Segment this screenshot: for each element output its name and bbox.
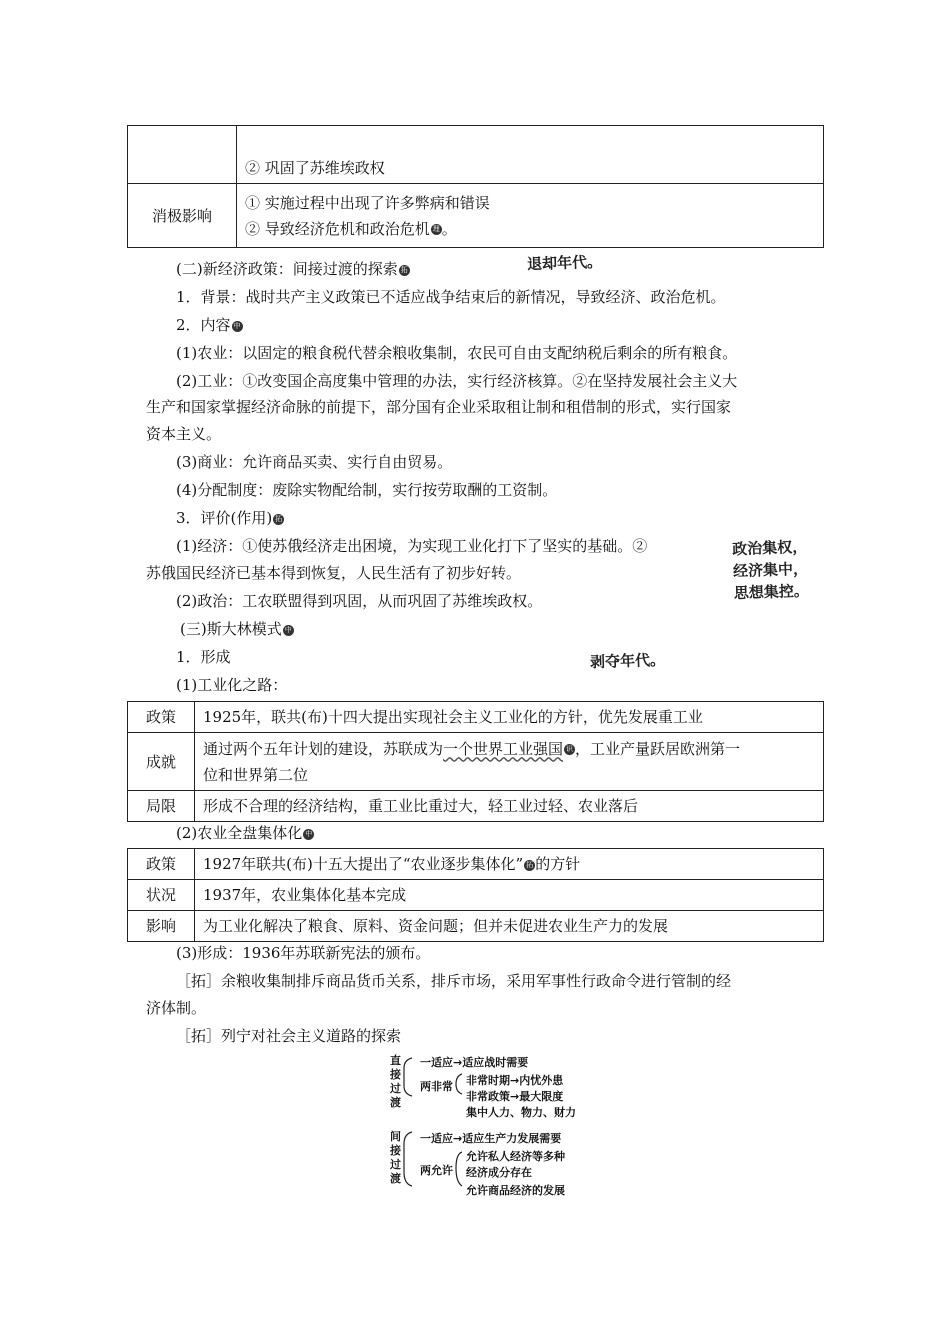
marker-badge: 识	[566, 745, 574, 753]
cell-text: 通过两个五年计划的建设，苏联成为	[203, 739, 444, 758]
char: 间	[390, 1130, 401, 1143]
section-heading	[180, 619, 294, 639]
diagram-node: 非常时期→内忧外患	[466, 1074, 564, 1087]
cell-text: 的方针	[535, 855, 581, 873]
heading-text: (2)农业全盘集体化	[176, 824, 303, 842]
table-cell	[237, 184, 824, 248]
handwritten-note: 剥夺年代。	[589, 650, 666, 672]
char: 渡	[390, 1096, 401, 1109]
diagram-node: 经济成分存在	[466, 1166, 532, 1179]
cell-line	[203, 736, 815, 762]
diagram-label-direct	[390, 1054, 401, 1110]
subheading	[176, 508, 284, 528]
marker-badge: 拓	[526, 860, 534, 869]
char: 过	[390, 1082, 401, 1095]
paragraph: 生产和国家掌握经济命脉的前提下，部分国有企业采取租让制和租借制的形式，实行国家	[146, 398, 732, 416]
subheading: 1．形成	[176, 648, 231, 666]
table-label: 政策	[128, 849, 195, 880]
paragraph: (1)农业：以固定的粮食税代替余粮收集制，农民可自由支配纳税后剩余的所有粮食。	[176, 344, 738, 362]
marker-badge: 中	[305, 829, 313, 838]
char: 过	[390, 1158, 401, 1171]
paragraph: (1)经济：①使苏俄经济走出困境，为实现工业化打下了坚实的基础。②	[176, 537, 648, 555]
bracket	[404, 1132, 412, 1186]
paragraph-text: 余粮收集制排斥商品货币关系，排斥市场，采用军事性行政命令进行管制的经	[221, 972, 732, 990]
heading-text: (二)新经济政策：间接过渡的探索	[176, 260, 398, 278]
table-label: 政策	[128, 702, 195, 733]
paragraph	[176, 971, 731, 991]
table-label	[128, 126, 237, 184]
marker-badge: 理	[432, 225, 440, 233]
paragraph: (4)分配制度：废除实物配给制，实行按劳取酬的工资制。	[176, 481, 558, 499]
marker-badge: 拓	[275, 514, 283, 523]
note-line: 政治集权，	[731, 537, 808, 559]
tag-label: ［拓］	[176, 1027, 222, 1045]
subheading	[176, 315, 243, 335]
char: 渡	[390, 1172, 401, 1185]
note-line: 经济集中，	[732, 559, 809, 581]
table-industrialization	[127, 701, 824, 822]
cell-text: ② 导致经济危机和政治危机	[245, 219, 430, 238]
marker-badge: 中	[233, 321, 241, 330]
paragraph: (2)政治：工农联盟得到巩固，从而巩固了苏维埃政权。	[176, 592, 543, 610]
table-label: 局限	[128, 791, 195, 822]
lenin-path-diagram	[390, 1052, 610, 1202]
diagram-node: 两非常	[420, 1080, 453, 1093]
table-cell: 1925年，联共(布)十四大提出实现社会主义工业化的方针，优先发展重工业	[195, 702, 824, 733]
table-cell: 为工业化解决了粮食、原料、资金问题；但并未促进农业生产力的发展	[195, 911, 824, 942]
cell-text: 1927年联共(布)十五大提出了“农业逐步集体化”	[203, 855, 524, 873]
diagram-node: 允许私人经济等多种	[466, 1150, 565, 1163]
paragraph: 1．背景：战时共产主义政策已不适应战争结束后的新情况，导致经济、政治危机。	[176, 288, 726, 306]
emphasis-text: 一个世界工业强国	[443, 739, 564, 758]
diagram-node: 非常政策→最大限度	[466, 1090, 564, 1103]
subheading: (1)工业化之路：	[176, 676, 288, 694]
diagram-label-indirect	[390, 1130, 401, 1186]
table-label: 成就	[128, 733, 195, 791]
table-cell	[195, 733, 824, 791]
cell-text: ，工业产量跃居欧洲第一	[575, 739, 741, 758]
paragraph-text: 列宁对社会主义道路的探索	[221, 1027, 402, 1045]
note-line: 思想集控。	[733, 581, 810, 603]
diagram-node: 允许商品经济的发展	[466, 1184, 565, 1197]
table-cell	[195, 849, 824, 880]
diagram-node: 集中人力、物力、财力	[466, 1106, 576, 1119]
tag-label: ［拓］	[176, 972, 222, 990]
cell-line: ① 实施过程中出现了许多弊病和错误	[245, 193, 490, 212]
paragraph: 苏俄国民经济已基本得到恢复，人民生活有了初步好转。	[146, 564, 522, 582]
cell-line: 位和世界第二位	[203, 765, 309, 784]
heading-text: (三)斯大林模式	[180, 620, 282, 638]
handwritten-note: 退却年代。	[526, 252, 603, 274]
cell-text: 。	[441, 219, 457, 238]
paragraph: 济体制。	[146, 999, 207, 1017]
paragraph: (2)工业：①改变国企高度集中管理的办法，实行经济核算。②在坚持发展社会主义大	[176, 372, 738, 390]
table-label: 状况	[128, 880, 195, 911]
diagram-node: 一适应→适应战时需要	[420, 1056, 529, 1069]
bracket	[404, 1058, 412, 1096]
diagram-node: 一适应→适应生产力发展需要	[420, 1132, 562, 1145]
char: 直	[390, 1054, 401, 1067]
bracket	[456, 1074, 462, 1094]
paragraph	[176, 1026, 401, 1046]
table-cell: 形成不合理的经济结构，重工业比重过大，轻工业过轻、农业落后	[195, 791, 824, 822]
char: 接	[390, 1144, 401, 1157]
cell-line	[245, 216, 815, 242]
paragraph: (3)商业：允许商品买卖、实行自由贸易。	[176, 453, 453, 471]
table-label: 消极影响	[128, 184, 237, 248]
table-war-communism-impact	[127, 125, 824, 248]
table-collectivization	[127, 848, 824, 942]
handwritten-note	[732, 536, 809, 605]
bracket	[456, 1152, 462, 1186]
marker-badge: 拓	[400, 265, 408, 274]
paragraph: 资本主义。	[146, 425, 222, 443]
heading-text: 3．评价(作用)	[176, 509, 273, 527]
char: 接	[390, 1068, 401, 1081]
paragraph: (3)形成：1936年苏联新宪法的颁布。	[176, 944, 431, 962]
table-cell: ② 巩固了苏维埃政权	[237, 126, 824, 184]
table-label: 影响	[128, 911, 195, 942]
heading-text: 2．内容	[176, 316, 231, 334]
marker-badge: 中	[284, 625, 292, 634]
section-heading	[176, 259, 410, 279]
diagram-node: 两允许	[420, 1164, 453, 1177]
subheading	[176, 823, 314, 843]
table-cell: 1937年，农业集体化基本完成	[195, 880, 824, 911]
